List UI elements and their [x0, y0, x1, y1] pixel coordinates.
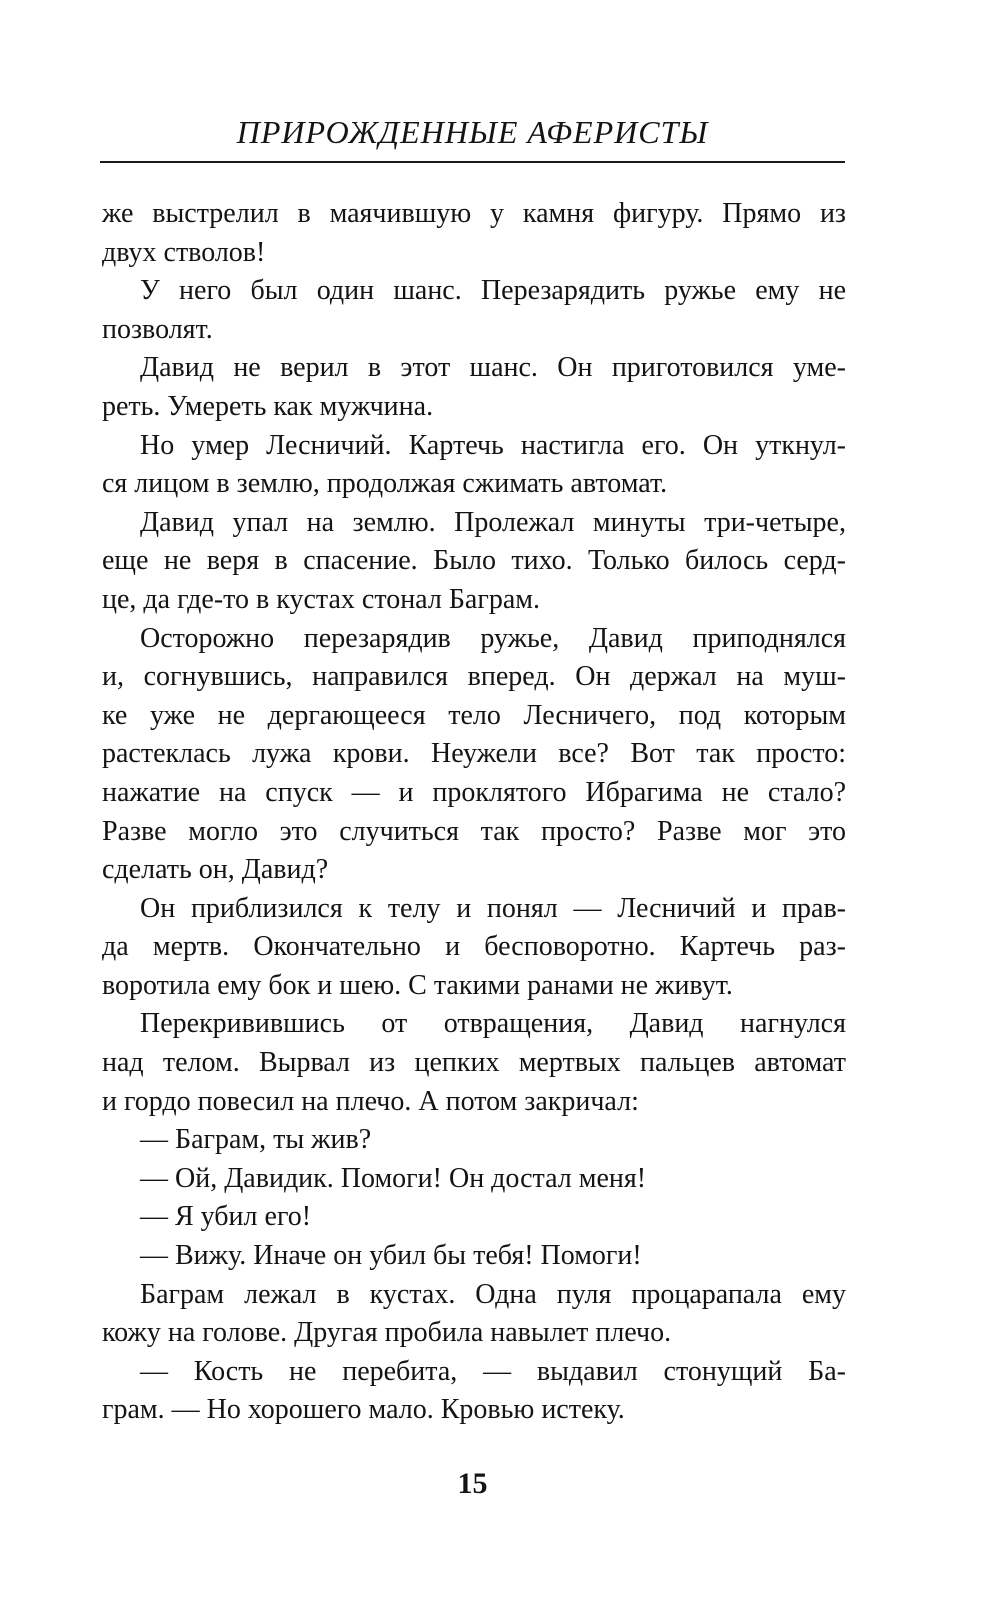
text-line: и, согнувшись, направился вперед. Он держал на муш- [102, 661, 846, 693]
text-line: же выстрелил в маячившую у камня фигуру. Прямо из [102, 198, 846, 229]
text-line: еще не веря в спасение. Было тихо. Только билось серд- [102, 545, 846, 577]
text-line: позволят. [102, 313, 213, 345]
paragraph [102, 1198, 846, 1237]
text-line: грам. — Но хорошего мало. Кровью истеку. [102, 1394, 625, 1426]
text-line: Баграм лежал в кустах. Одна пуля процарапала ему [140, 1278, 846, 1310]
paragraph [102, 272, 846, 349]
text-line: Он приблизился к телу и понял — Лесничий и прав- [140, 892, 846, 924]
text-line: — Я убил его! [140, 1201, 312, 1233]
paragraph [102, 1276, 846, 1353]
page-number: 15 [457, 1467, 488, 1500]
text-line: ся лицом в землю, продолжая сжимать автомат. [102, 468, 668, 500]
paragraph [102, 1121, 846, 1160]
text-line: воротила ему бок и шею. С такими ранами не живут. [102, 969, 733, 1001]
paragraph [102, 890, 846, 1006]
text-line: Осторожно перезарядив ружье, Давид приподнялся [140, 622, 846, 654]
paragraph [102, 195, 846, 272]
paragraph [102, 1353, 846, 1430]
text-line: ке уже не дергающееся тело Лесничего, под которым [102, 699, 846, 731]
text-line: нажатие на спуск — и проклятого Ибрагима не стало? [102, 776, 846, 808]
text-line: Разве могло это случиться так просто? Разве мог это [102, 815, 846, 847]
header-rule [100, 161, 845, 163]
text-line: Перекривившись от отвращения, Давид нагнулся [140, 1008, 846, 1040]
paragraph [102, 1005, 846, 1121]
text-line: Давид упал на землю. Пролежал минуты три-четыре, [140, 506, 846, 538]
text-line: — Вижу. Иначе он убил бы тебя! Помоги! [140, 1240, 642, 1272]
text-line: над телом. Вырвал из цепких мертвых пальцев автомат [102, 1047, 846, 1079]
text-line: — Баграм, ты жив? [140, 1124, 372, 1156]
text-line: двух стволов! [102, 236, 266, 268]
paragraph [102, 1160, 846, 1199]
text-line: Но умер Лесничий. Картечь настигла его. Он уткнул- [140, 429, 846, 461]
text-line: кожу на голове. Другая пробила навылет плечо. [102, 1317, 672, 1349]
body-text [102, 195, 846, 1430]
paragraph [102, 427, 846, 504]
paragraph [102, 504, 846, 620]
paragraph [102, 349, 846, 426]
text-line: У него был один шанс. Перезарядить ружье ему не [140, 275, 846, 307]
text-line: реть. Умереть как мужчина. [102, 390, 434, 422]
text-line: Давид не верил в этот шанс. Он приготовился уме- [140, 352, 846, 384]
text-line: да мертв. Окончательно и бесповоротно. Картечь раз- [102, 931, 846, 963]
text-line: це, да где-то в кустах стонал Баграм. [102, 583, 540, 615]
text-line: растеклась лужа крови. Неужели все? Вот так просто: [102, 738, 846, 770]
paragraph [102, 620, 846, 890]
text-line: и гордо повесил на плечо. А потом закричал: [102, 1085, 639, 1117]
running-title: ПРИРОЖДЕННЫЕ АФЕРИСТЫ [236, 114, 709, 150]
text-line: — Кость не перебита, — выдавил стонущий Ба- [140, 1355, 846, 1387]
text-line: сделать он, Давид? [102, 854, 329, 886]
paragraph [102, 1237, 846, 1276]
text-line: — Ой, Давидик. Помоги! Он достал меня! [140, 1162, 647, 1194]
